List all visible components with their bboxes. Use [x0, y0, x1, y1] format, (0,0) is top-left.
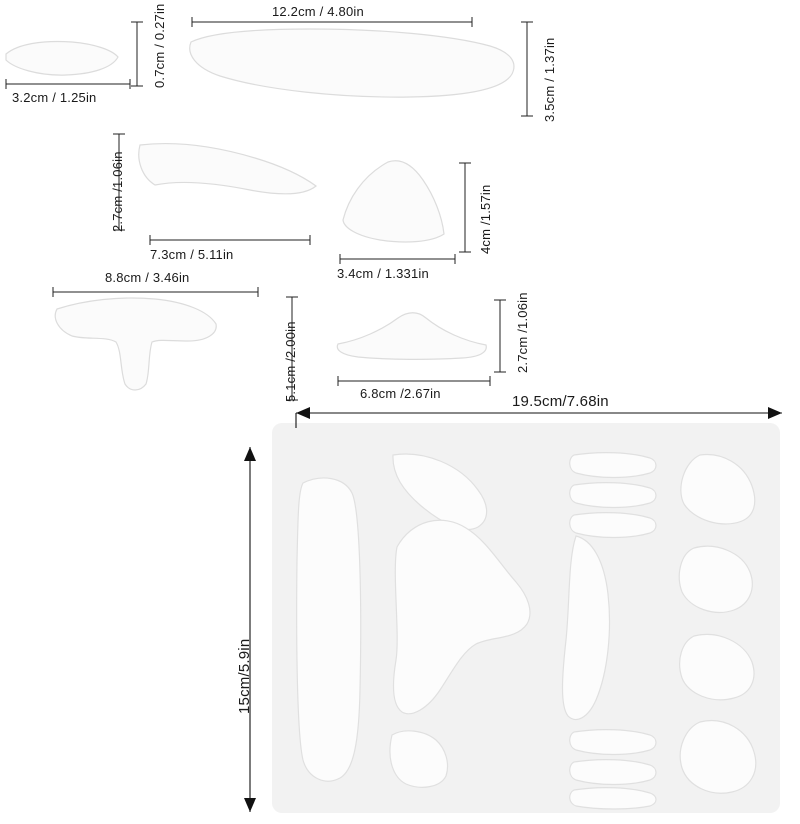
- label-piece1-width: 3.2cm / 1.25in: [12, 90, 97, 105]
- label-sheet-width: 19.5cm/7.68in: [512, 393, 609, 410]
- piece-smile-line-pad: [337, 313, 486, 360]
- label-piece5-width: 8.8cm / 3.46in: [105, 270, 190, 285]
- piece-forehead-long-pad: [190, 29, 514, 97]
- dim-piece1-height: [131, 22, 143, 86]
- piece-cheek-teardrop-pad: [343, 161, 444, 242]
- label-piece5-height: 5.1cm /2.00in: [283, 321, 298, 402]
- piece-eye-curve-pad: [139, 144, 316, 194]
- dim-sheet-height: [244, 447, 256, 812]
- label-sheet-height: 15cm/5.9in: [236, 638, 253, 714]
- dim-piece2-height: [521, 22, 533, 116]
- dim-piece6-width: [338, 376, 490, 386]
- piece-chin-neck-pad: [55, 298, 216, 390]
- label-piece1-height: 0.7cm / 0.27in: [152, 3, 167, 88]
- dim-piece4-width: [340, 254, 455, 264]
- dim-piece5-width: [53, 287, 258, 297]
- label-piece2-height: 3.5cm / 1.37in: [542, 37, 557, 122]
- label-piece6-width: 6.8cm /2.67in: [360, 386, 441, 401]
- label-piece2-width: 12.2cm / 4.80in: [272, 4, 364, 19]
- label-piece3-width: 7.3cm / 5.11in: [150, 247, 234, 262]
- label-piece4-width: 3.4cm / 1.331in: [337, 266, 429, 281]
- full-pad-sheet: [272, 423, 780, 813]
- dim-piece3-width: [150, 235, 310, 245]
- dim-piece6-height: [494, 300, 506, 372]
- dim-piece4-height: [459, 163, 471, 252]
- label-piece4-height: 4cm /1.57in: [478, 184, 493, 254]
- label-piece3-height: 2.7cm /1.06in: [110, 151, 125, 232]
- dim-piece1-width: [6, 79, 130, 89]
- piece-forehead-small-strip: [6, 42, 118, 76]
- label-piece6-height: 2.7cm /1.06in: [515, 292, 530, 373]
